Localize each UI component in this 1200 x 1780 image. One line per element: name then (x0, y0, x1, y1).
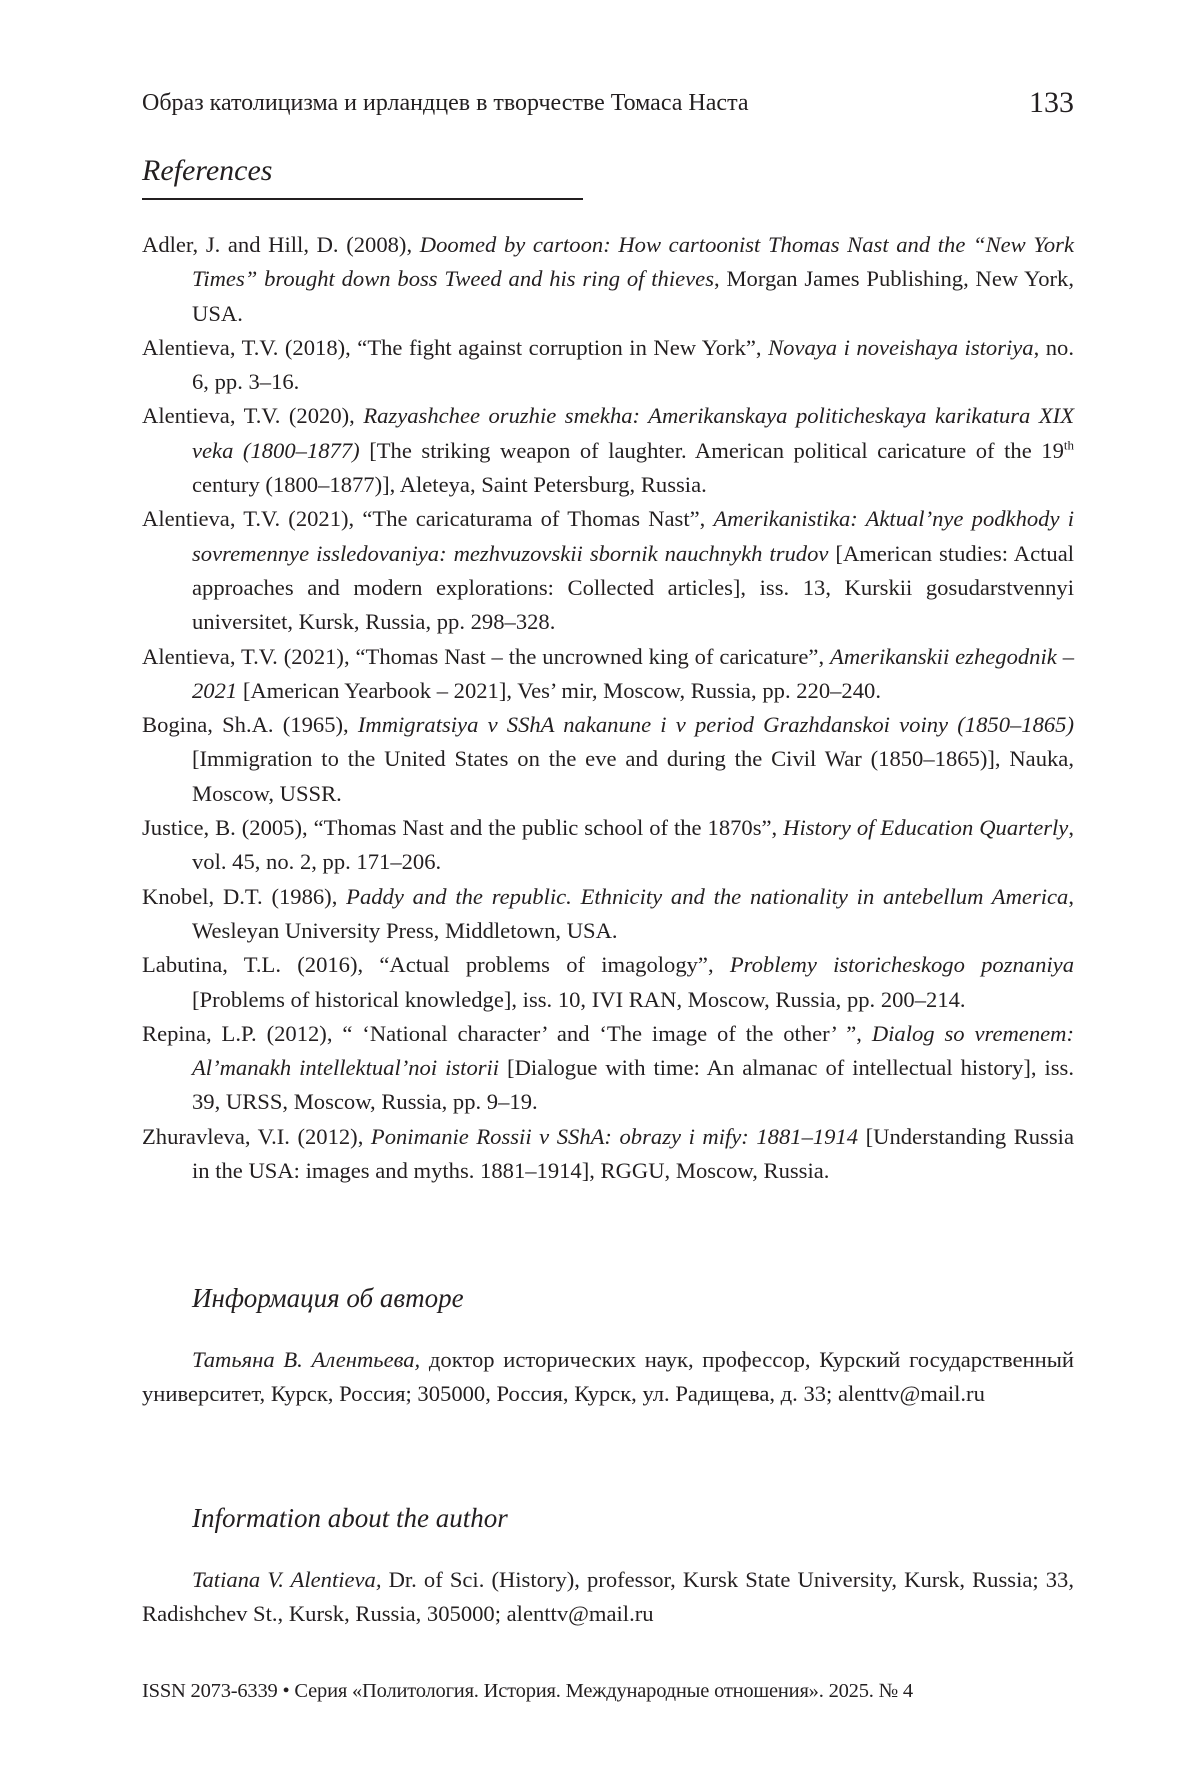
reference-text: Alentieva, T.V. (2021), “The caricaturama of Thomas Nast”, (142, 506, 714, 532)
reference-text: th (1063, 437, 1074, 453)
reference-item (142, 1120, 1074, 1189)
reference-title: Amerikanskii ezhegodnik – 2021 (192, 643, 1074, 703)
reference-item (142, 708, 1074, 811)
reference-text: Adler, J. and Hill, D. (2008), (142, 232, 420, 257)
reference-item (142, 880, 1074, 949)
reference-text: [The striking weapon of laughter. American political caricature of the 19 (359, 437, 1064, 463)
author-name-en: Tatiana V. Alentieva, (192, 1567, 382, 1592)
reference-text: Alentieva, T.V. (2020), (142, 403, 364, 429)
reference-title: Razyashchee oruzhie smekha: Amerikanskaya politicheskaya karikatura XIX veka (1800–1877) (192, 403, 1074, 463)
references-list (142, 228, 1074, 1188)
reference-text: Alentieva, T.V. (2021), “Thomas Nast – the uncrowned king of caricature”, (142, 643, 831, 669)
author-info-ru-heading: Информация об авторе (192, 1283, 464, 1313)
reference-item (142, 1017, 1074, 1120)
reference-title: Dialog so vremenem: Al’manakh intellektual’noi istorii (192, 1020, 1074, 1081)
page-number: 133 (1029, 86, 1074, 119)
reference-text: century (1800–1877)], Aleteya, Saint Petersburg, Russia. (192, 472, 707, 498)
reference-title: Ponimanie Rossii v SShA: obrazy i mify: 1881–1914 (370, 1123, 859, 1149)
reference-title: Doomed by cartoon: How cartoonist Thomas Nast and the “New York Times” brought down boss Tweed and his ring of thieves (192, 232, 1074, 292)
author-name-ru: Татьяна В. Алентьева, (192, 1347, 421, 1372)
reference-text: Labutina, T.L. (2016), “Actual problems of imagology”, (142, 952, 730, 978)
reference-text: , Wesleyan University Press, Middletown, USA. (192, 883, 1074, 943)
reference-text: , vol. 45, no. 2, pp. 171–206. (192, 815, 1074, 875)
running-title: Образ католицизма и ирландцев в творчестве Томаса Наста (142, 90, 749, 116)
heading-divider (142, 198, 583, 200)
reference-text: [Problems of historical knowledge], iss. 10, IVI RAN, Moscow, Russia, pp. 200–214. (192, 986, 966, 1012)
reference-text: [American studies: Actual approaches and modern explorations: Collected articles], iss. 13, Kurskii gosudarstvennyi universitet, Kursk, Russia, pp. 298–328. (192, 540, 1075, 635)
reference-item (142, 399, 1074, 502)
reference-text: , Morgan James Publishing, New York, USA. (192, 266, 1074, 326)
reference-item (142, 228, 1074, 331)
author-info-en-heading: Information about the author (192, 1503, 508, 1533)
reference-item (142, 502, 1074, 639)
reference-title: Problemy istoricheskogo poznaniya (729, 952, 1074, 978)
reference-text: Justice, B. (2005), “Thomas Nast and the public school of the 1870s”, (142, 815, 784, 841)
reference-text: Knobel, D.T. (1986), (142, 883, 347, 909)
author-info-ru (142, 1343, 1074, 1412)
reference-text: [Immigration to the United States on the eve and during the Civil War (1850–1865)], Nauka, Moscow, USSR. (192, 746, 1074, 806)
reference-text: [Dialogue with time: An almanac of intellectual history], iss. 39, URSS, Moscow, Russia, pp. 9–19. (192, 1055, 1074, 1115)
reference-title: History of Education Quarterly (783, 815, 1069, 841)
journal-footer: ISSN 2073-6339 • Серия «Политология. История. Международные отношения». 2025. № 4 (142, 1680, 913, 1702)
author-details-ru: доктор исторических наук, профессор, Курский государственный университет, Курск, Россия; 305000, Россия, Курск, ул. Радищева, д. 33; alenttv@mail.ru (142, 1347, 1074, 1407)
reference-item (142, 331, 1074, 400)
author-info-en (142, 1563, 1074, 1632)
reference-text: Bogina, Sh.A. (1965), (142, 712, 358, 738)
reference-text: , no. 6, pp. 3–16. (192, 334, 1074, 395)
reference-text: Repina, L.P. (2012), “ ‘National character’ and ‘The image of the other’ ”, (142, 1020, 872, 1046)
reference-text: [Understanding Russia in the USA: images and myths. 1881–1914], RGGU, Moscow, Russia. (192, 1123, 1074, 1184)
references-heading: References (142, 154, 273, 187)
reference-title: Novaya i noveishaya istoriya (768, 334, 1034, 360)
reference-text: [American Yearbook – 2021], Ves’ mir, Moscow, Russia, pp. 220–240. (237, 677, 881, 703)
reference-text: Zhuravleva, V.I. (2012), (142, 1123, 371, 1149)
reference-title: Amerikanistika: Aktual’nye podkhody i sovremennye issledovaniya: mezhvuzovskii sbornik nauchnykh trudov (192, 506, 1074, 566)
reference-title: Immigratsiya v SShA nakanune i v period Grazhdanskoi voiny (1850–1865) (357, 712, 1074, 738)
reference-title: Paddy and the republic. Ethnicity and the nationality in antebellum America (346, 883, 1069, 909)
reference-text: Alentieva, T.V. (2018), “The fight against corruption in New York”, (142, 334, 769, 360)
reference-item (142, 948, 1074, 1017)
reference-item (142, 811, 1074, 880)
author-details-en: Dr. of Sci. (History), professor, Kursk State University, Kursk, Russia; 33, Radishchev St., Kursk, Russia, 305000; alenttv@mail.ru (142, 1567, 1074, 1627)
reference-item (142, 640, 1074, 709)
